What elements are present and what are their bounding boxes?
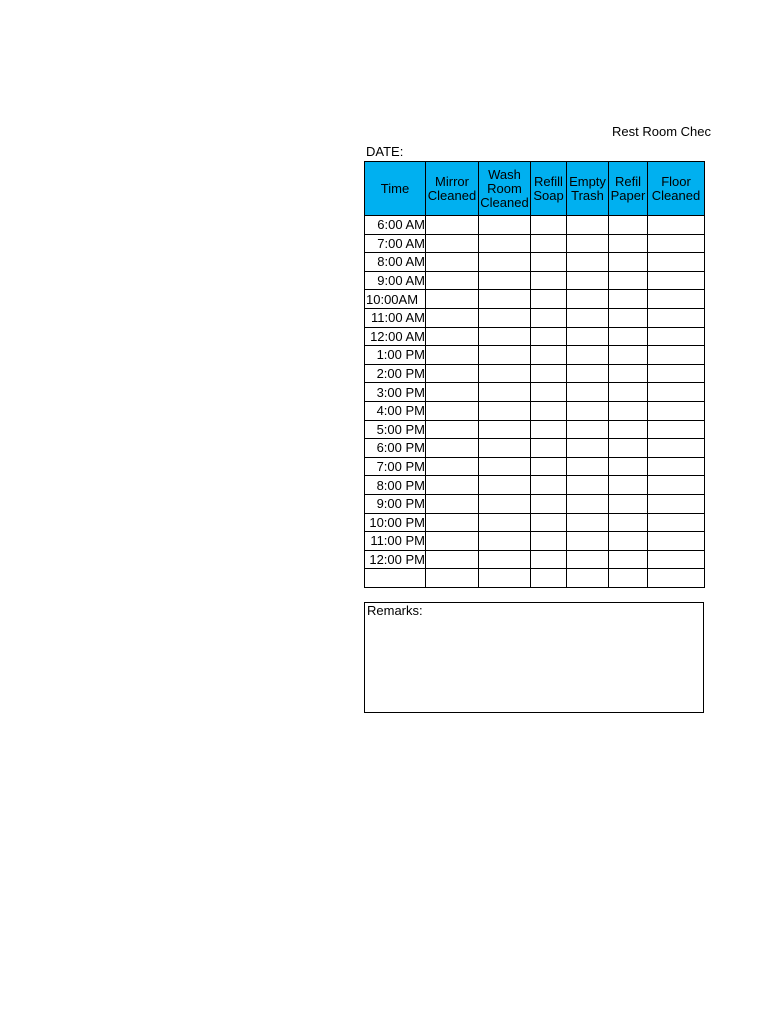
- check-cell-floor[interactable]: [648, 327, 705, 346]
- table-row: [365, 513, 705, 532]
- table-row: [365, 476, 705, 495]
- check-cell-floor[interactable]: [648, 234, 705, 253]
- check-cell-floor[interactable]: [648, 216, 705, 235]
- time-cell: 12:00 PM: [365, 550, 426, 569]
- check-cell-wash-room[interactable]: [479, 308, 531, 327]
- check-cell-refil-paper[interactable]: [609, 364, 648, 383]
- check-cell-empty-trash[interactable]: [567, 234, 609, 253]
- check-cell-wash-room[interactable]: [479, 457, 531, 476]
- table-row: [365, 308, 705, 327]
- table-row: [365, 271, 705, 290]
- remarks-area: [364, 602, 702, 715]
- remarks-label: Remarks:: [367, 603, 423, 618]
- check-cell-refill-soap[interactable]: [531, 476, 567, 495]
- check-cell-wash-room[interactable]: [479, 290, 531, 309]
- check-cell-empty-trash[interactable]: [567, 569, 609, 588]
- check-cell-refill-soap[interactable]: [531, 420, 567, 439]
- time-cell: 8:00 AM: [365, 253, 426, 272]
- check-cell-refill-soap[interactable]: [531, 271, 567, 290]
- check-cell-refill-soap[interactable]: [531, 346, 567, 365]
- check-cell-floor[interactable]: [648, 532, 705, 551]
- table-row: [365, 346, 705, 365]
- time-cell: 7:00 PM: [365, 457, 426, 476]
- check-cell-empty-trash[interactable]: [567, 457, 609, 476]
- table-row: [365, 401, 705, 420]
- check-cell-refil-paper[interactable]: [609, 234, 648, 253]
- check-cell-floor[interactable]: [648, 346, 705, 365]
- check-cell-refil-paper[interactable]: [609, 290, 648, 309]
- check-cell-floor[interactable]: [648, 290, 705, 309]
- time-cell: 3:00 PM: [365, 383, 426, 402]
- column-header-refil-paper: Refil Paper: [609, 162, 648, 216]
- check-cell-mirror[interactable]: [426, 364, 479, 383]
- check-cell-mirror[interactable]: [426, 532, 479, 551]
- check-cell-mirror[interactable]: [426, 253, 479, 272]
- check-cell-floor[interactable]: [648, 457, 705, 476]
- check-cell-wash-room[interactable]: [479, 420, 531, 439]
- check-cell-floor[interactable]: [648, 383, 705, 402]
- check-cell-wash-room[interactable]: [479, 327, 531, 346]
- time-cell: 9:00 PM: [365, 494, 426, 513]
- table-row: [365, 364, 705, 383]
- table-row: [365, 439, 705, 458]
- check-cell-mirror[interactable]: [426, 290, 479, 309]
- time-cell: [365, 569, 426, 588]
- check-cell-mirror[interactable]: [426, 550, 479, 569]
- check-cell-wash-room[interactable]: [479, 253, 531, 272]
- check-cell-wash-room[interactable]: [479, 513, 531, 532]
- table-row: [365, 420, 705, 439]
- check-cell-empty-trash[interactable]: [567, 290, 609, 309]
- check-cell-refil-paper[interactable]: [609, 401, 648, 420]
- check-cell-floor[interactable]: [648, 476, 705, 495]
- check-cell-refil-paper[interactable]: [609, 439, 648, 458]
- table-row: [365, 532, 705, 551]
- check-cell-refil-paper[interactable]: [609, 476, 648, 495]
- time-cell: 5:00 PM: [365, 420, 426, 439]
- column-header-wash-room: Wash Room Cleaned: [479, 162, 531, 216]
- check-cell-refill-soap[interactable]: [531, 308, 567, 327]
- check-cell-floor[interactable]: [648, 513, 705, 532]
- check-cell-refill-soap[interactable]: [531, 513, 567, 532]
- check-cell-floor[interactable]: [648, 550, 705, 569]
- time-cell: 4:00 PM: [365, 401, 426, 420]
- check-cell-wash-room[interactable]: [479, 494, 531, 513]
- time-cell: 2:00 PM: [365, 364, 426, 383]
- time-cell: 12:00 AM: [365, 327, 426, 346]
- date-label: DATE:: [366, 144, 404, 159]
- check-cell-refill-soap[interactable]: [531, 401, 567, 420]
- check-cell-refill-soap[interactable]: [531, 290, 567, 309]
- check-cell-refill-soap[interactable]: [531, 569, 567, 588]
- checklist-table-area: [364, 161, 702, 586]
- table-row: [365, 569, 705, 588]
- check-cell-refil-paper[interactable]: [609, 327, 648, 346]
- check-cell-floor[interactable]: [648, 439, 705, 458]
- check-cell-empty-trash[interactable]: [567, 271, 609, 290]
- check-cell-refill-soap[interactable]: [531, 216, 567, 235]
- table-body: [365, 216, 705, 588]
- check-cell-empty-trash[interactable]: [567, 253, 609, 272]
- time-cell: 10:00AM: [365, 290, 426, 309]
- check-cell-floor[interactable]: [648, 401, 705, 420]
- check-cell-empty-trash[interactable]: [567, 383, 609, 402]
- check-cell-mirror[interactable]: [426, 457, 479, 476]
- check-cell-refil-paper[interactable]: [609, 346, 648, 365]
- check-cell-empty-trash[interactable]: [567, 346, 609, 365]
- check-cell-empty-trash[interactable]: [567, 513, 609, 532]
- check-cell-refill-soap[interactable]: [531, 327, 567, 346]
- time-cell: 11:00 PM: [365, 532, 426, 551]
- check-cell-mirror[interactable]: [426, 401, 479, 420]
- table-row: [365, 494, 705, 513]
- check-cell-empty-trash[interactable]: [567, 420, 609, 439]
- check-cell-floor[interactable]: [648, 253, 705, 272]
- time-cell: 7:00 AM: [365, 234, 426, 253]
- check-cell-empty-trash[interactable]: [567, 216, 609, 235]
- check-cell-wash-room[interactable]: [479, 532, 531, 551]
- check-cell-refill-soap[interactable]: [531, 253, 567, 272]
- check-cell-empty-trash[interactable]: [567, 532, 609, 551]
- check-cell-refill-soap[interactable]: [531, 383, 567, 402]
- time-cell: 1:00 PM: [365, 346, 426, 365]
- check-cell-refill-soap[interactable]: [531, 550, 567, 569]
- table-row: [365, 457, 705, 476]
- check-cell-refill-soap[interactable]: [531, 439, 567, 458]
- check-cell-empty-trash[interactable]: [567, 401, 609, 420]
- check-cell-floor[interactable]: [648, 420, 705, 439]
- check-cell-mirror[interactable]: [426, 308, 479, 327]
- time-cell: 10:00 PM: [365, 513, 426, 532]
- check-cell-wash-room[interactable]: [479, 439, 531, 458]
- table-row: [365, 253, 705, 272]
- check-cell-empty-trash[interactable]: [567, 476, 609, 495]
- check-cell-mirror[interactable]: [426, 383, 479, 402]
- check-cell-mirror[interactable]: [426, 569, 479, 588]
- check-cell-mirror[interactable]: [426, 216, 479, 235]
- check-cell-floor[interactable]: [648, 271, 705, 290]
- check-cell-mirror[interactable]: [426, 494, 479, 513]
- document-title: Rest Room Chec: [612, 124, 711, 139]
- time-cell: 6:00 PM: [365, 439, 426, 458]
- check-cell-refill-soap[interactable]: [531, 364, 567, 383]
- table-row: [365, 383, 705, 402]
- check-cell-mirror[interactable]: [426, 476, 479, 495]
- check-cell-wash-room[interactable]: [479, 476, 531, 495]
- table-row: [365, 234, 705, 253]
- check-cell-empty-trash[interactable]: [567, 327, 609, 346]
- check-cell-mirror[interactable]: [426, 439, 479, 458]
- check-cell-empty-trash[interactable]: [567, 439, 609, 458]
- check-cell-refil-paper[interactable]: [609, 494, 648, 513]
- check-cell-wash-room[interactable]: [479, 569, 531, 588]
- column-header-empty-trash: Empty Trash: [567, 162, 609, 216]
- check-cell-wash-room[interactable]: [479, 234, 531, 253]
- check-cell-empty-trash[interactable]: [567, 364, 609, 383]
- header-row: [365, 162, 705, 216]
- check-cell-refill-soap[interactable]: [531, 532, 567, 551]
- check-cell-empty-trash[interactable]: [567, 550, 609, 569]
- check-cell-refil-paper[interactable]: [609, 513, 648, 532]
- column-header-mirror: Mirror Cleaned: [426, 162, 479, 216]
- table-row: [365, 290, 705, 309]
- check-cell-mirror[interactable]: [426, 346, 479, 365]
- time-cell: 6:00 AM: [365, 216, 426, 235]
- time-cell: 9:00 AM: [365, 271, 426, 290]
- check-cell-refil-paper[interactable]: [609, 569, 648, 588]
- check-cell-floor[interactable]: [648, 494, 705, 513]
- check-cell-refill-soap[interactable]: [531, 457, 567, 476]
- table-row: [365, 550, 705, 569]
- check-cell-refil-paper[interactable]: [609, 383, 648, 402]
- checklist-table: [364, 161, 705, 588]
- check-cell-refil-paper[interactable]: [609, 216, 648, 235]
- check-cell-floor[interactable]: [648, 364, 705, 383]
- column-header-floor: Floor Cleaned: [648, 162, 705, 216]
- check-cell-refil-paper[interactable]: [609, 308, 648, 327]
- check-cell-mirror[interactable]: [426, 234, 479, 253]
- check-cell-refill-soap[interactable]: [531, 234, 567, 253]
- check-cell-wash-room[interactable]: [479, 216, 531, 235]
- check-cell-mirror[interactable]: [426, 513, 479, 532]
- check-cell-wash-room[interactable]: [479, 401, 531, 420]
- column-header-time: Time: [365, 162, 426, 216]
- check-cell-wash-room[interactable]: [479, 346, 531, 365]
- check-cell-refil-paper[interactable]: [609, 420, 648, 439]
- check-cell-wash-room[interactable]: [479, 383, 531, 402]
- check-cell-wash-room[interactable]: [479, 364, 531, 383]
- remarks-box[interactable]: [364, 602, 704, 713]
- check-cell-wash-room[interactable]: [479, 271, 531, 290]
- check-cell-refil-paper[interactable]: [609, 253, 648, 272]
- check-cell-floor[interactable]: [648, 308, 705, 327]
- check-cell-refil-paper[interactable]: [609, 457, 648, 476]
- check-cell-empty-trash[interactable]: [567, 494, 609, 513]
- check-cell-refil-paper[interactable]: [609, 532, 648, 551]
- column-header-refill-soap: Refill Soap: [531, 162, 567, 216]
- check-cell-mirror[interactable]: [426, 271, 479, 290]
- time-cell: 8:00 PM: [365, 476, 426, 495]
- check-cell-mirror[interactable]: [426, 327, 479, 346]
- check-cell-refill-soap[interactable]: [531, 494, 567, 513]
- time-cell: 11:00 AM: [365, 308, 426, 327]
- table-row: [365, 216, 705, 235]
- check-cell-refil-paper[interactable]: [609, 550, 648, 569]
- check-cell-floor[interactable]: [648, 569, 705, 588]
- check-cell-wash-room[interactable]: [479, 550, 531, 569]
- table-row: [365, 327, 705, 346]
- check-cell-refil-paper[interactable]: [609, 271, 648, 290]
- check-cell-empty-trash[interactable]: [567, 308, 609, 327]
- check-cell-mirror[interactable]: [426, 420, 479, 439]
